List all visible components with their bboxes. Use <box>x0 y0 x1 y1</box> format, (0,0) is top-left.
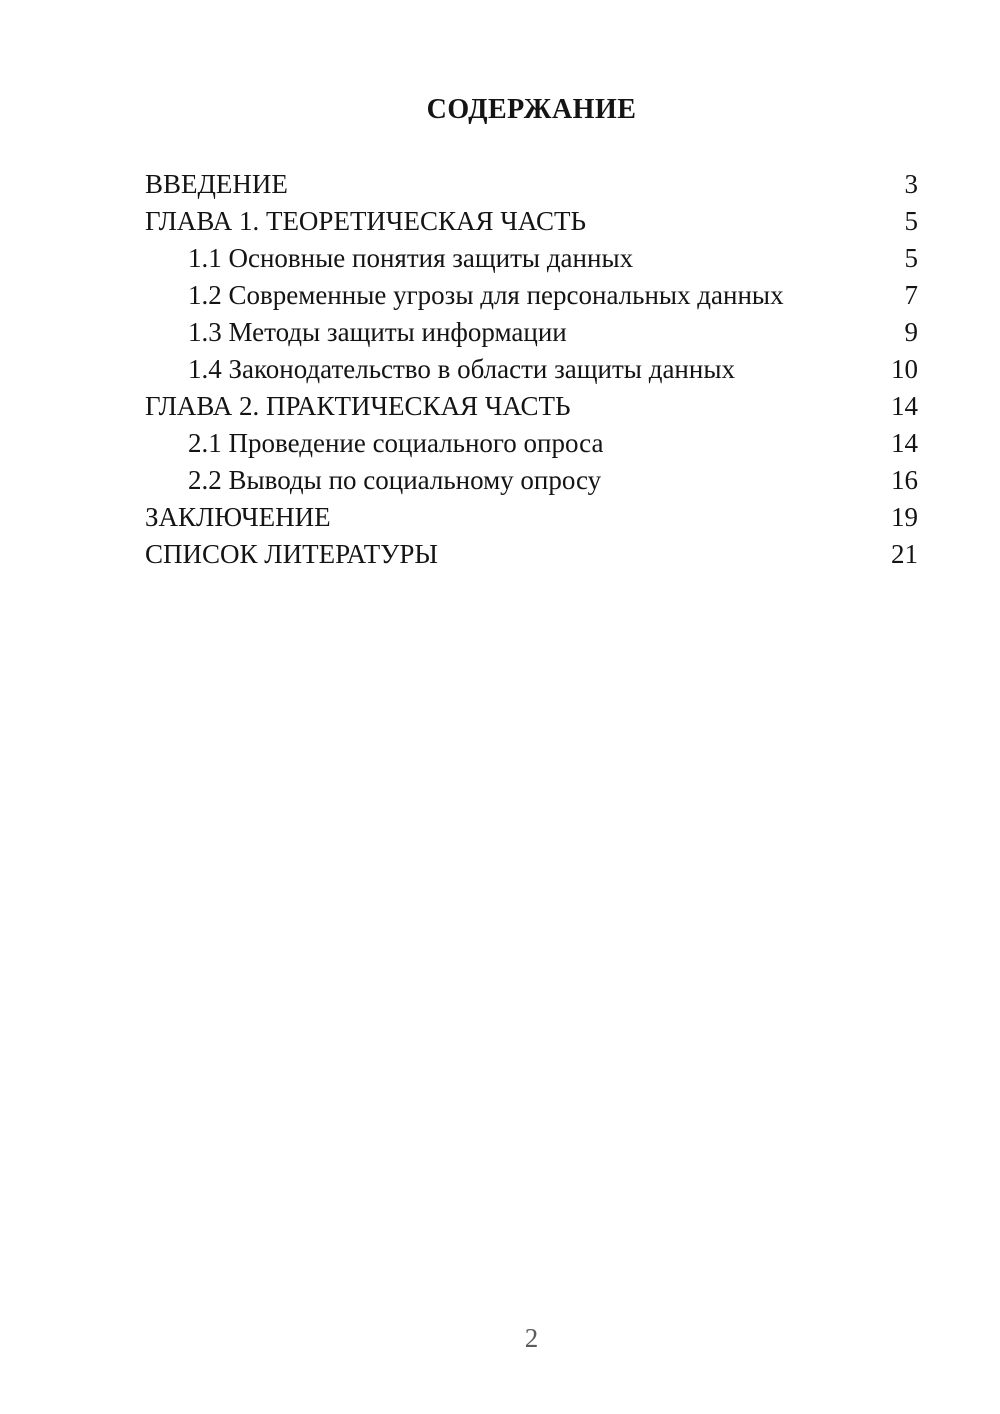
toc-row <box>145 388 918 425</box>
toc-entry-page: 10 <box>891 354 918 384</box>
toc-entry-page: 9 <box>904 317 918 347</box>
toc-entry-page: 19 <box>891 502 918 532</box>
toc-entry-label: ВВЕДЕНИЕ <box>145 169 288 199</box>
toc-row <box>145 425 918 462</box>
toc-entry-label: ГЛАВА 1. ТЕОРЕТИЧЕСКАЯ ЧАСТЬ <box>145 206 586 236</box>
toc-entry-page: 7 <box>904 280 918 310</box>
toc-entry-label: 2.1 Проведение социального опроса <box>188 428 604 458</box>
page-footer <box>145 1320 918 1357</box>
page-number: 2 <box>524 1323 539 1353</box>
toc-entry-page: 14 <box>891 391 918 421</box>
toc-entry-label: 1.1 Основные понятия защиты данных <box>188 243 634 273</box>
toc-row <box>145 314 918 351</box>
toc-entry-label: 1.2 Современные угрозы для персональных данных <box>188 280 784 310</box>
toc-entry-page: 5 <box>904 206 918 236</box>
toc-row <box>145 499 918 536</box>
toc-heading: СОДЕРЖАНИЕ <box>426 94 637 125</box>
toc-entry-page: 3 <box>904 169 918 199</box>
toc-row <box>145 536 918 573</box>
toc-row <box>145 462 918 499</box>
toc-entry-page: 21 <box>891 539 918 569</box>
toc-entry-label: ГЛАВА 2. ПРАКТИЧЕСКАЯ ЧАСТЬ <box>145 391 571 421</box>
toc-entry-label: ЗАКЛЮЧЕНИЕ <box>145 502 331 532</box>
toc-entry-page: 16 <box>891 465 918 495</box>
toc-entry-label: 1.4 Законодательство в области защиты данных <box>188 354 735 384</box>
toc-row <box>145 351 918 388</box>
toc-entry-label: 1.3 Методы защиты информации <box>188 317 567 347</box>
toc-entry-label: СПИСОК ЛИТЕРАТУРЫ <box>145 539 438 569</box>
toc-row <box>145 203 918 240</box>
toc-row <box>145 277 918 314</box>
toc-entry-label: 2.2 Выводы по социальному опросу <box>188 465 602 495</box>
toc-entry-page: 5 <box>904 243 918 273</box>
toc-row <box>145 166 918 203</box>
toc-row <box>145 240 918 277</box>
toc-list <box>145 166 918 573</box>
toc-entry-page: 14 <box>891 428 918 458</box>
